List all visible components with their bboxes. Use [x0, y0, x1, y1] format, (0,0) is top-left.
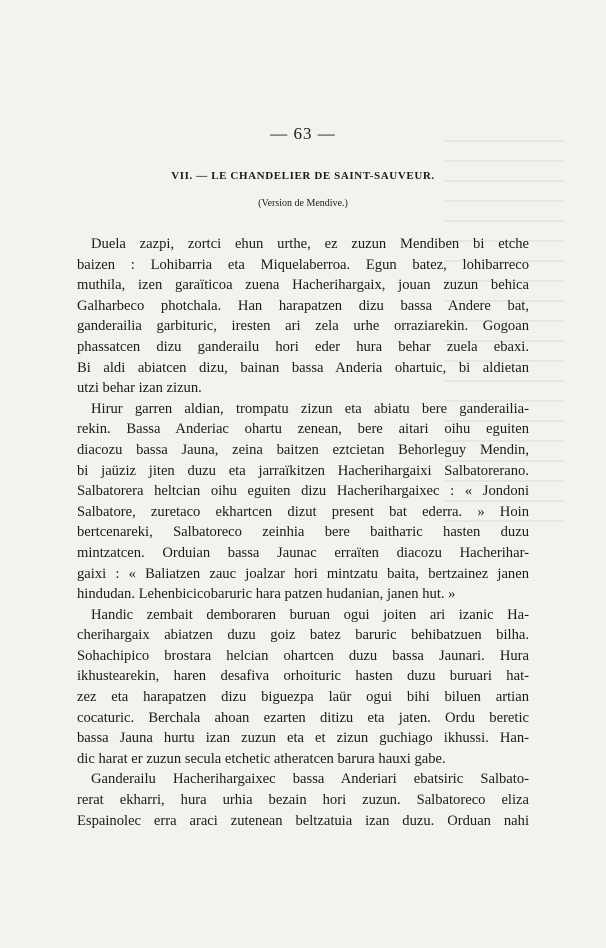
text-line: ikhustearekin, haren desafiva orhoituric hasten duzu buruari hat-	[77, 668, 529, 685]
text-line: diacozu bassa Jauna, zeina baitzen eztcietan Behorleguy Mendin,	[77, 441, 529, 458]
text-line: Salbatore, zuretaco ekhartcen dizut present bat ederra. » Hoin	[77, 503, 529, 520]
text-line: bertcenareki, Salbatoreco zeinhia bere baithaтic hasten duzu	[77, 524, 529, 541]
text-line: Espainolec erra araci zutenean beltzatuia izan duzu. Orduan nahi	[77, 812, 529, 829]
chapter-subtitle: (Version de Mendive.)	[258, 198, 348, 209]
text-line: Duela zazpi, zortci ehun urthe, ez zuzun Mendiben bi etche	[91, 236, 529, 252]
text-line: gaixi : « Baliatzen zauc joalzar hori mintzatu baita, bertzainez janen	[77, 565, 529, 582]
text-line: Galharbeco photchala. Han harapatzen dizu bassa Andere bat,	[77, 297, 529, 314]
page-number: — 63 —	[270, 124, 336, 143]
text-line: zez eta harapatzen dizu biguezpa laür ogui bihi biluen artian	[77, 689, 529, 706]
text-line: bassa Jauna hurtu izan zuzun eta et zizun guchiago ikhussi. Han-	[77, 730, 529, 747]
text-line: rekin. Bassa Anderiac ohartu zenean, bere aitari oihu eguiten	[77, 421, 529, 438]
text-line: Salbatorera heltcian oihu eguiten dizu Hacherihargaixec : « Jondoni	[77, 483, 529, 500]
text-line: utzi behar izan zizun.	[77, 380, 202, 397]
text-line: rerat ekharri, hura urhia bezain hori zuzun. Salbatoreco eliza	[77, 792, 529, 809]
text-line: Handic zembait demboraren buruan ogui joiten ari izanic Ha-	[91, 606, 529, 623]
text-line: baizen : Lohibarria eta Miquelaberroa. Egun batez, lohibarreco	[77, 256, 529, 273]
text-line: Hirur garren aldian, trompatu zizun eta abiatu bere ganderailia-	[91, 400, 529, 417]
text-line: cherihargaix abiatzen duzu goiz batez baruric behibatzuen bilha.	[77, 627, 529, 644]
text-line: mintzatcen. Orduian bassa Jaunac erraïten diacozu Hacherihar-	[77, 544, 529, 561]
text-line: ganderailia garbituric, iresten ari zela urhe orraziarekin. Gogoan	[77, 318, 529, 335]
text-line: hindudan. Lehenbicicobaruric hara patzen hudanian, janen hut. »	[77, 586, 456, 603]
text-line: cocaturic. Berchala ahoan ezarten ditizu eta jaten. Ordu beretic	[77, 709, 529, 726]
chapter-title: VII. — LE CHANDELIER DE SAINT-SAUVEUR.	[171, 170, 435, 182]
text-line: phassatcen dizu ganderailu hori eder hura behar zuela ebaxi.	[77, 338, 529, 355]
text-line: bi jaüziz jiten duzu eta jarraïkitzen Hacherihargaixi Salbatorerano.	[77, 462, 529, 479]
text-line: Bi aldi abiatcen dizu, bainan bassa Anderia ohartuic, bi aldietan	[77, 359, 529, 376]
body-text	[77, 234, 529, 831]
text-line: muthila, izen garaïticoa zuena Hacherihargaix, jouan zuzun behica	[77, 277, 529, 294]
text-line: dic harat er zuzun secula etchetic atheratcen barura hauxi gabe.	[77, 750, 446, 767]
text-line: Sohachipico brostara helcian ohartcen duzu bassa Jaunari. Hura	[77, 647, 529, 664]
text-line: Ganderailu Hacherihargaixec bassa Anderiari ebatsiric Salbato-	[91, 771, 529, 788]
